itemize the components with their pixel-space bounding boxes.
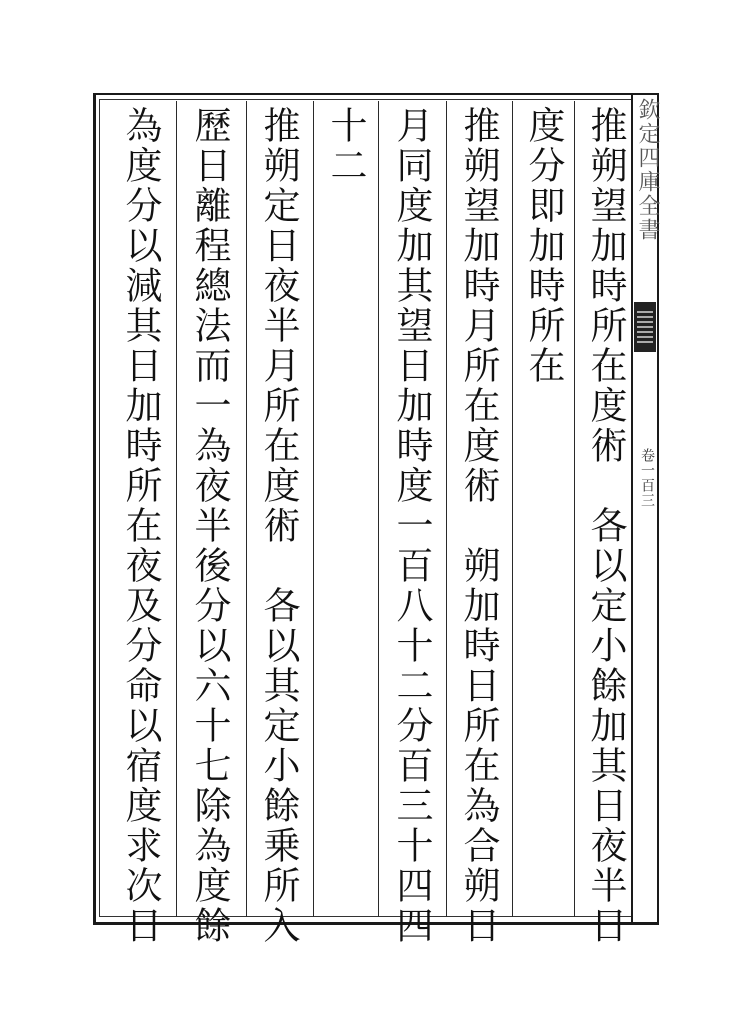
margin-book-title: 欽定四庫全書 [635,98,660,242]
text-column-1: 推朔望加時所在度術 各以定小餘加其日夜半日 [584,106,627,946]
text-column-3: 推朔望加時月所在度術 朔加時日所在為合朔日 [457,106,500,946]
text-column-2: 度分即加時所在 [522,106,565,386]
column-divider [574,101,575,917]
text-column-8: 為度分以減其日加時所在夜及分命以宿度求次日 [119,106,162,946]
column-divider [176,101,177,917]
column-divider [246,101,247,917]
column-divider [313,101,314,917]
margin-juan-number: 卷一百三 [639,448,655,508]
column-divider [512,101,513,917]
text-column-4: 月同度加其望日加時度一百八十二分百三十四四 [390,106,433,946]
fish-tail-mark-icon [634,302,656,352]
column-divider [446,101,447,917]
text-column-5: 十二 [324,106,367,186]
text-column-7: 歷日離程總法而一為夜半後分以六十七除為度餘 [188,106,231,946]
text-column-6: 推朔定日夜半月所在度術 各以其定小餘乗所入 [257,106,300,946]
column-divider [378,101,379,917]
